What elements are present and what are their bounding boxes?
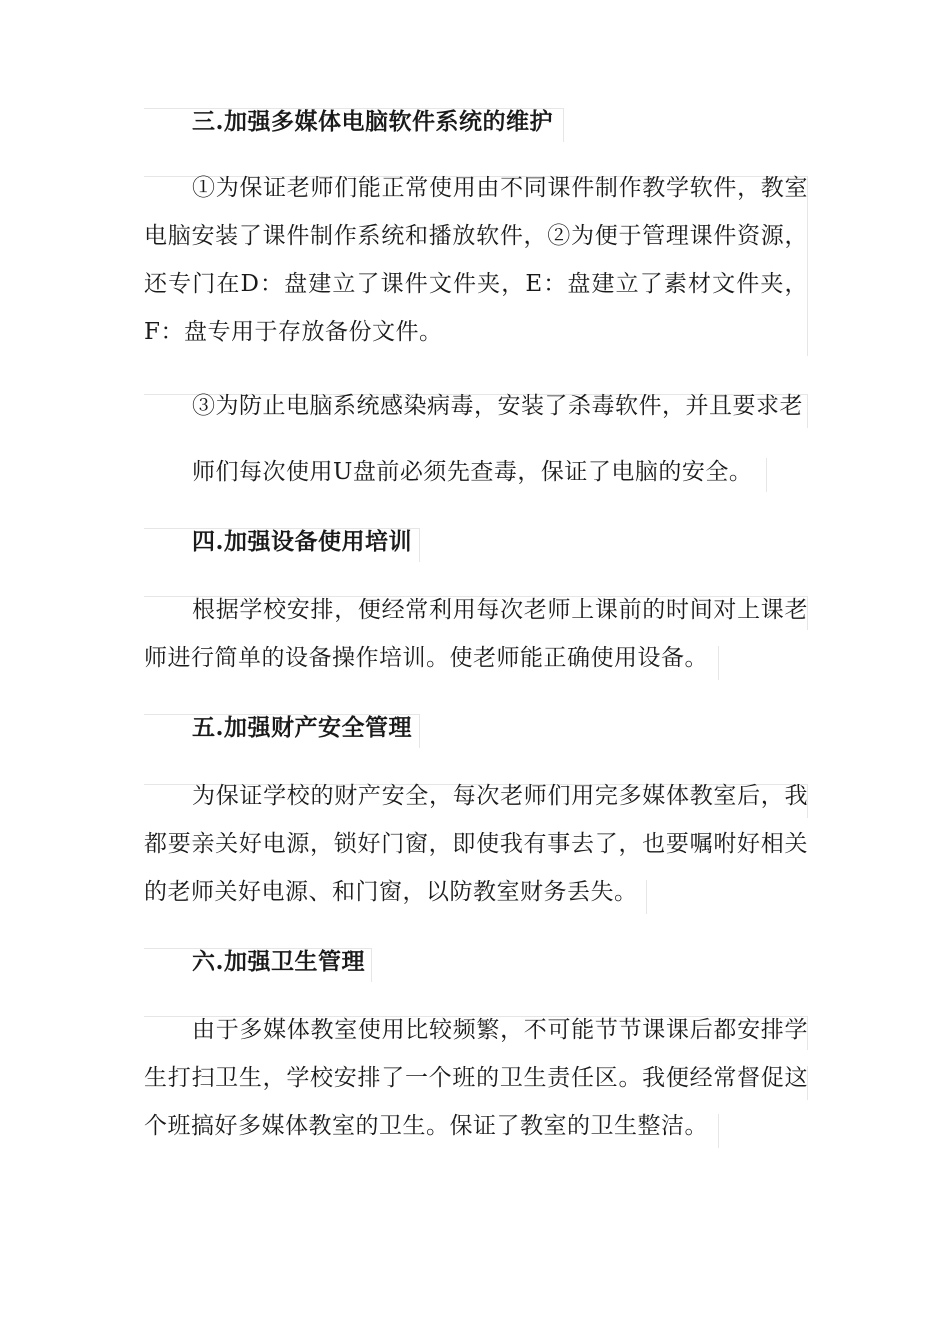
paragraph: 由于多媒体教室使用比较频繁，不可能节节课课后都安排学生打扫卫生，学校安排了一个班的卫生责任区。我便经常督促这个班搞好多媒体教室的卫生。保证了教室的卫生整洁。 <box>144 1017 808 1139</box>
paragraph: 为保证学校的财产安全，每次老师们用完多媒体教室后，我都要亲关好电源，锁好门窗，即使我有事去了，也要嘱咐好相关的老师关好电源、和门窗，以防教室财务丢失。 <box>144 783 808 905</box>
section-heading: 六.加强卫生管理 <box>192 948 366 975</box>
paragraph: 根据学校安排，便经常利用每次老师上课前的时间对上课老师进行简单的设备操作培训。使老师能正确使用设备。 <box>144 597 808 671</box>
section-heading: 五.加强财产安全管理 <box>192 714 413 741</box>
section-heading: 四.加强设备使用培训 <box>192 528 413 555</box>
paragraph: ①为保证老师们能正常使用由不同课件制作教学软件，教室电脑安装了课件制作系统和播放软件，②为便于管理课件资源，还专门在D：盘建立了课件文件夹，E：盘建立了素材文件夹，F：盘专用于存放备份文件。 <box>144 175 808 345</box>
paragraph: 师们每次使用U盘前必须先查毒，保证了电脑的安全。 <box>192 459 753 485</box>
paragraph: ③为防止电脑系统感染病毒，安装了杀毒软件，并且要求老 <box>192 393 803 419</box>
section-heading: 三.加强多媒体电脑软件系统的维护 <box>192 108 554 135</box>
